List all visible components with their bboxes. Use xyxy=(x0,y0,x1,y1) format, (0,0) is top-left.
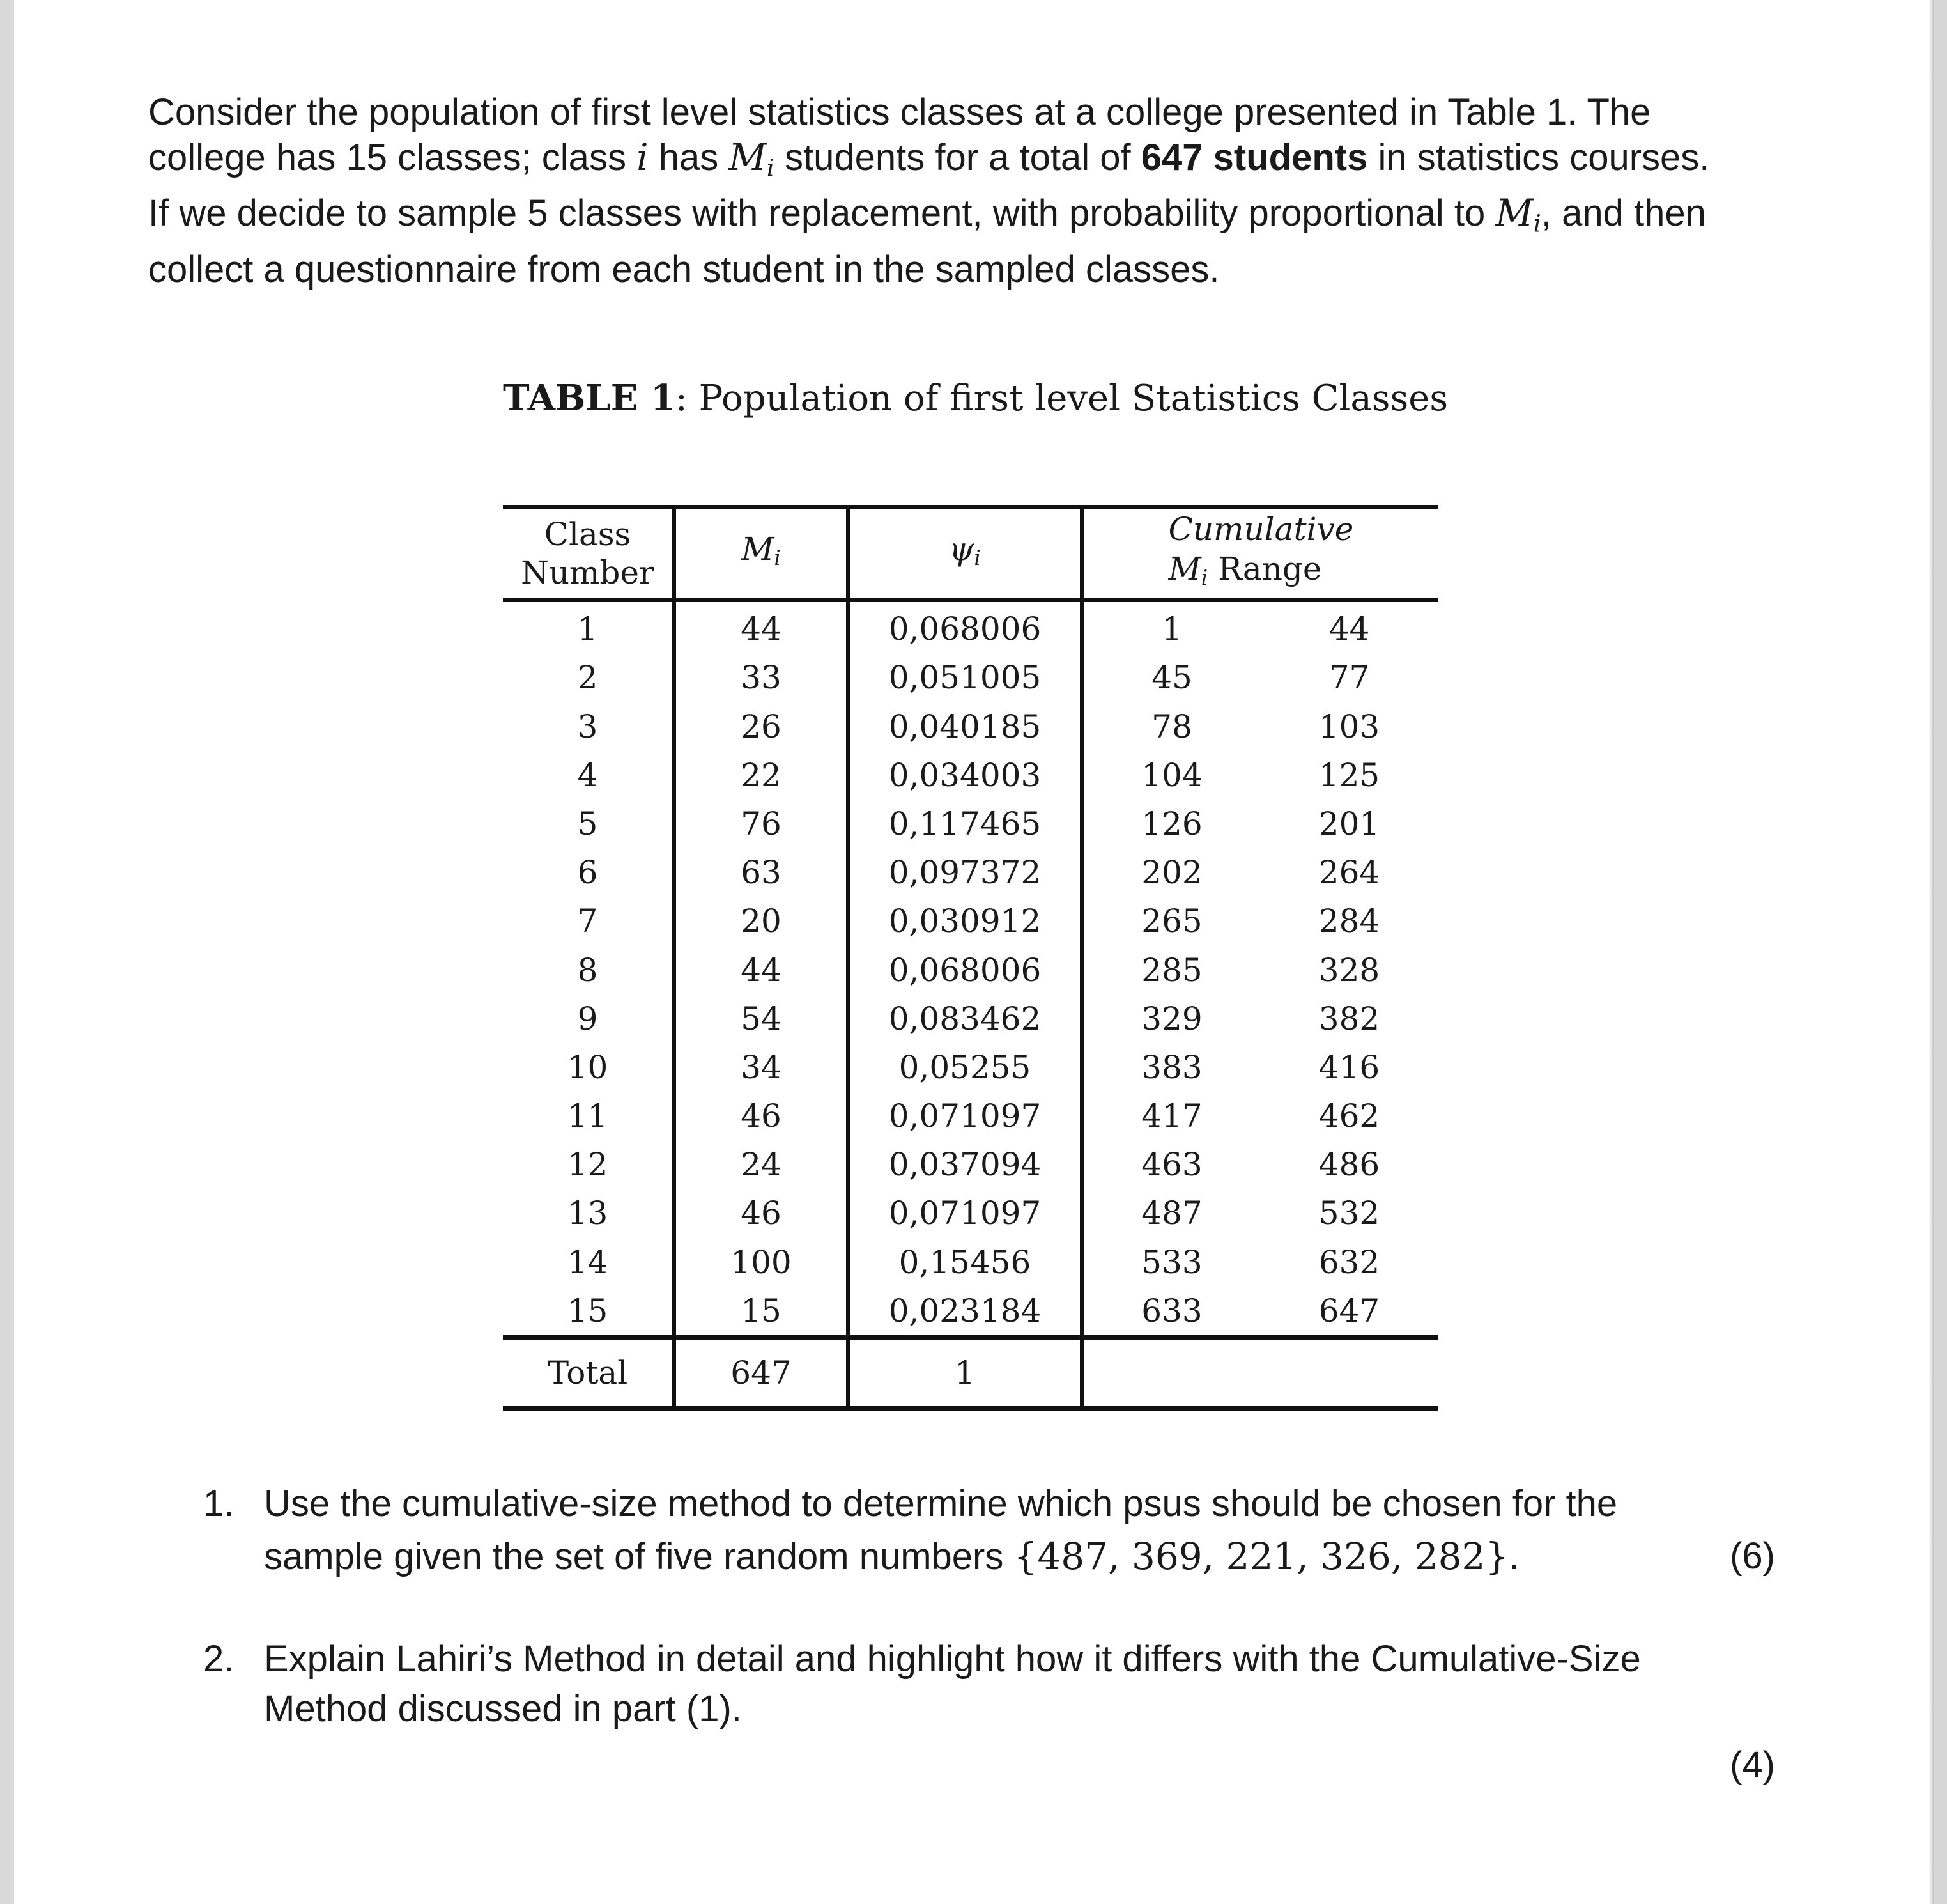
cell-m: 26 xyxy=(674,702,848,751)
header-subscript: i xyxy=(1201,566,1208,591)
table-row xyxy=(503,751,1438,800)
table-caption-text: : Population of first level Statistics Classes xyxy=(675,378,1449,419)
cell-psi: 0,097372 xyxy=(848,848,1082,897)
question-number: 2. xyxy=(203,1638,235,1680)
intro-line-3 xyxy=(148,190,1797,246)
header-text: ψ xyxy=(949,530,974,568)
header-subscript: i xyxy=(974,546,981,571)
total-students-bold: 647 students xyxy=(1141,137,1368,178)
question-2-line-2: Method discussed in part (1). xyxy=(264,1688,742,1730)
header-text: M xyxy=(741,530,774,568)
cell-psi: 0,037094 xyxy=(848,1140,1082,1189)
header-text: Class xyxy=(544,516,631,553)
table-caption xyxy=(503,377,1448,419)
cell-range-low: 463 xyxy=(1141,1146,1203,1184)
table-row xyxy=(503,995,1438,1043)
cell-psi: 0,05255 xyxy=(848,1043,1082,1092)
table-row xyxy=(503,1189,1438,1237)
cell-range-high: 328 xyxy=(1318,951,1380,989)
cell-class: 5 xyxy=(503,800,674,848)
table-header-row xyxy=(503,507,1438,600)
viewer-left-margin xyxy=(0,0,14,1904)
viewer-right-margin xyxy=(1934,0,1947,1904)
cell-class: 8 xyxy=(503,945,674,994)
cell-m: 63 xyxy=(674,848,848,897)
cell-range-low: 202 xyxy=(1141,854,1203,892)
cell-range-high: 416 xyxy=(1318,1048,1380,1086)
math-m-i xyxy=(728,135,774,182)
math-i: i xyxy=(636,135,649,179)
cell-psi: 0,083462 xyxy=(848,995,1082,1043)
cell-psi: 0,068006 xyxy=(848,600,1082,654)
question-1-marks: (6) xyxy=(1730,1535,1775,1577)
total-cumulative-empty xyxy=(1082,1337,1438,1408)
cell-psi: 0,030912 xyxy=(848,897,1082,945)
table-row xyxy=(503,1287,1438,1338)
header-subscript: i xyxy=(774,546,781,571)
cell-range-high: 462 xyxy=(1318,1097,1380,1135)
cell-class: 6 xyxy=(503,848,674,897)
cell-range-low: 285 xyxy=(1141,951,1203,989)
cell-psi: 0,117465 xyxy=(848,800,1082,848)
cell-m: 22 xyxy=(674,751,848,800)
question-2-line-1: Explain Lahiri’s Method in detail and highlight how it differs with the Cumulative-Size xyxy=(264,1638,1641,1680)
header-cumulative-range xyxy=(1082,507,1438,600)
intro-line-4: collect a questionnaire from each student in the sampled classes. xyxy=(148,248,1220,290)
total-label: Total xyxy=(503,1337,674,1408)
header-class-number xyxy=(503,507,674,600)
intro-text: , and then xyxy=(1541,192,1706,235)
cell-range-low: 383 xyxy=(1141,1048,1203,1086)
cell-psi: 0,040185 xyxy=(848,702,1082,751)
question-1-line-2 xyxy=(264,1530,1775,1583)
table-row xyxy=(503,653,1438,702)
intro-paragraph xyxy=(148,89,1797,292)
table-row xyxy=(503,1092,1438,1140)
cell-range-low: 329 xyxy=(1141,1000,1203,1037)
cell-range-high: 264 xyxy=(1318,854,1380,892)
intro-text: If we decide to sample 5 classes with replacement, with probability proportional to xyxy=(148,192,1486,235)
cell-class: 10 xyxy=(503,1043,674,1092)
cell-m: 15 xyxy=(674,1287,848,1338)
intro-text: college has 15 classes; class xyxy=(148,137,626,178)
cell-range-high: 77 xyxy=(1328,659,1370,697)
cell-class: 13 xyxy=(503,1189,674,1237)
cell-range-high: 532 xyxy=(1318,1195,1380,1232)
cell-range-high: 103 xyxy=(1318,708,1380,745)
intro-text: students for a total of xyxy=(784,137,1131,178)
cell-psi: 0,071097 xyxy=(848,1189,1082,1237)
cell-m: 100 xyxy=(674,1238,848,1287)
math-m: M xyxy=(1495,191,1534,235)
cell-class: 2 xyxy=(503,653,674,702)
question-1 xyxy=(203,1478,1775,1583)
cell-psi: 0,15456 xyxy=(848,1238,1082,1287)
question-text: sample given the set of five random numbers xyxy=(264,1536,1004,1577)
cell-m: 20 xyxy=(674,897,848,945)
cell-class: 9 xyxy=(503,995,674,1043)
intro-line-1: Consider the population of first level statistics classes at a college presented in Table 1. The xyxy=(148,91,1651,133)
cell-class: 7 xyxy=(503,897,674,945)
cell-m: 34 xyxy=(674,1043,848,1092)
table-row xyxy=(503,702,1438,751)
header-psi-i xyxy=(848,507,1082,600)
cell-class: 12 xyxy=(503,1140,674,1189)
intro-text: has xyxy=(658,137,719,178)
cell-range-high: 284 xyxy=(1318,902,1380,940)
header-text: Number xyxy=(521,554,654,592)
total-psi: 1 xyxy=(848,1337,1082,1408)
cell-class: 11 xyxy=(503,1092,674,1140)
cell-range-high: 632 xyxy=(1318,1243,1380,1281)
cell-m: 46 xyxy=(674,1092,848,1140)
intro-line-2 xyxy=(148,135,1797,190)
table-row xyxy=(503,1238,1438,1287)
header-text: Range xyxy=(1208,550,1322,587)
header-m-i xyxy=(674,507,848,600)
table-row xyxy=(503,600,1438,654)
cell-m: 44 xyxy=(674,600,848,654)
random-number-set: {487, 369, 221, 326, 282} xyxy=(1013,1535,1509,1578)
cell-class: 3 xyxy=(503,702,674,751)
intro-text: in statistics courses. xyxy=(1378,137,1710,178)
table-row xyxy=(503,897,1438,945)
question-2-marks: (4) xyxy=(1730,1744,1775,1786)
table-row xyxy=(503,800,1438,848)
math-m-i xyxy=(1495,191,1541,238)
question-1-line-1: Use the cumulative-size method to determine which psus should be chosen for the xyxy=(264,1483,1618,1524)
question-number: 1. xyxy=(203,1483,235,1524)
cell-psi: 0,071097 xyxy=(848,1092,1082,1140)
page-edge-shadow xyxy=(1929,0,1934,1904)
cell-psi: 0,023184 xyxy=(848,1287,1082,1338)
cell-range-high: 382 xyxy=(1318,1000,1380,1037)
population-table xyxy=(503,505,1438,1411)
table-caption-label: TABLE 1 xyxy=(503,377,675,419)
table-row xyxy=(503,1043,1438,1092)
cell-range-low: 487 xyxy=(1141,1195,1203,1232)
math-m: M xyxy=(728,135,767,179)
question-2-marks-row xyxy=(264,1734,1775,1790)
cell-psi: 0,051005 xyxy=(848,653,1082,702)
cell-range-low: 78 xyxy=(1151,708,1192,745)
cell-range-low: 533 xyxy=(1141,1243,1203,1281)
cell-m: 46 xyxy=(674,1189,848,1237)
cell-range-low: 1 xyxy=(1162,610,1182,648)
cell-class: 14 xyxy=(503,1238,674,1287)
cell-range-high: 125 xyxy=(1318,756,1380,794)
cell-range-low: 45 xyxy=(1151,659,1192,697)
cell-class: 4 xyxy=(503,751,674,800)
question-2 xyxy=(203,1634,1775,1790)
cell-range-low: 104 xyxy=(1141,756,1203,794)
cell-range-high: 201 xyxy=(1318,805,1380,842)
cell-psi: 0,034003 xyxy=(848,751,1082,800)
math-subscript: i xyxy=(1533,209,1541,238)
cell-m: 54 xyxy=(674,995,848,1043)
table-row xyxy=(503,848,1438,897)
table-body xyxy=(503,600,1438,1338)
cell-range-low: 126 xyxy=(1141,805,1203,842)
cell-class: 15 xyxy=(503,1287,674,1338)
cell-range-high: 647 xyxy=(1318,1292,1380,1329)
total-m: 647 xyxy=(674,1337,848,1408)
cell-class: 1 xyxy=(503,600,674,654)
math-subscript: i xyxy=(766,153,774,182)
cell-m: 76 xyxy=(674,800,848,848)
cell-m: 24 xyxy=(674,1140,848,1189)
header-text: Cumulative xyxy=(1168,511,1354,548)
question-text: . xyxy=(1509,1536,1520,1577)
cell-range-high: 44 xyxy=(1328,610,1370,648)
cell-m: 44 xyxy=(674,945,848,994)
table-total-row xyxy=(503,1337,1438,1408)
table-row xyxy=(503,1140,1438,1189)
table-row xyxy=(503,945,1438,994)
cell-range-high: 486 xyxy=(1318,1146,1380,1184)
cell-psi: 0,068006 xyxy=(848,945,1082,994)
question-list xyxy=(203,1478,1775,1790)
cell-range-low: 633 xyxy=(1141,1292,1203,1329)
cell-range-low: 417 xyxy=(1141,1097,1203,1135)
cell-m: 33 xyxy=(674,653,848,702)
header-text: M xyxy=(1168,550,1201,587)
cell-range-low: 265 xyxy=(1141,902,1203,940)
